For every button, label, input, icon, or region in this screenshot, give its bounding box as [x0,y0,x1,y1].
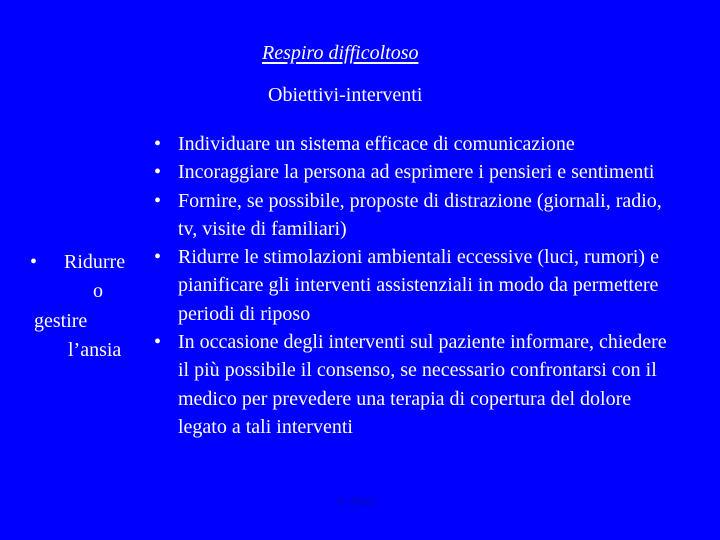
bullet-icon: • [154,133,162,155]
intervention-text: Incoraggiare la persona ad esprimere i pensieri e sentimenti [178,161,655,184]
intervention-text: Individuare un sistema efficace di comunicazione [178,133,575,155]
intervention-item [154,243,674,328]
bullet-icon: • [154,189,162,212]
intervention-text: Ridurre le stimolazioni ambientali eccessive (luci, rumori) e pianificare gli interventi assistenziali in modo da permettere periodi di riposo [178,246,659,325]
slide-title: Respiro difficoltoso [262,42,419,64]
bullet-icon: • [154,161,162,184]
bullet-icon: • [154,246,162,269]
slide-subtitle: Obiettivi-interventi [268,84,423,106]
bullet-icon: • [30,251,38,273]
goal-line: o [93,280,103,302]
interventions-list [154,130,674,441]
goal-line: Ridurre [64,251,126,273]
author-footer: A. Biasi [337,496,375,508]
goal-line: l’ansia [68,339,122,361]
intervention-text: In occasione degli interventi sul paziente informare, chiedere il più possibile il consenso, se necessario confrontarsi con il medico per prevedere una terapia di copertura del dolore legato a tali interventi [178,331,667,438]
intervention-item [154,187,674,244]
goal-line: gestire [34,310,88,332]
intervention-item [154,158,674,186]
intervention-item [154,130,674,158]
intervention-item [154,328,674,441]
bullet-icon: • [154,331,162,354]
intervention-text: Fornire, se possibile, proposte di distrazione (giornali, radio, tv, visite di familiari) [178,189,662,240]
